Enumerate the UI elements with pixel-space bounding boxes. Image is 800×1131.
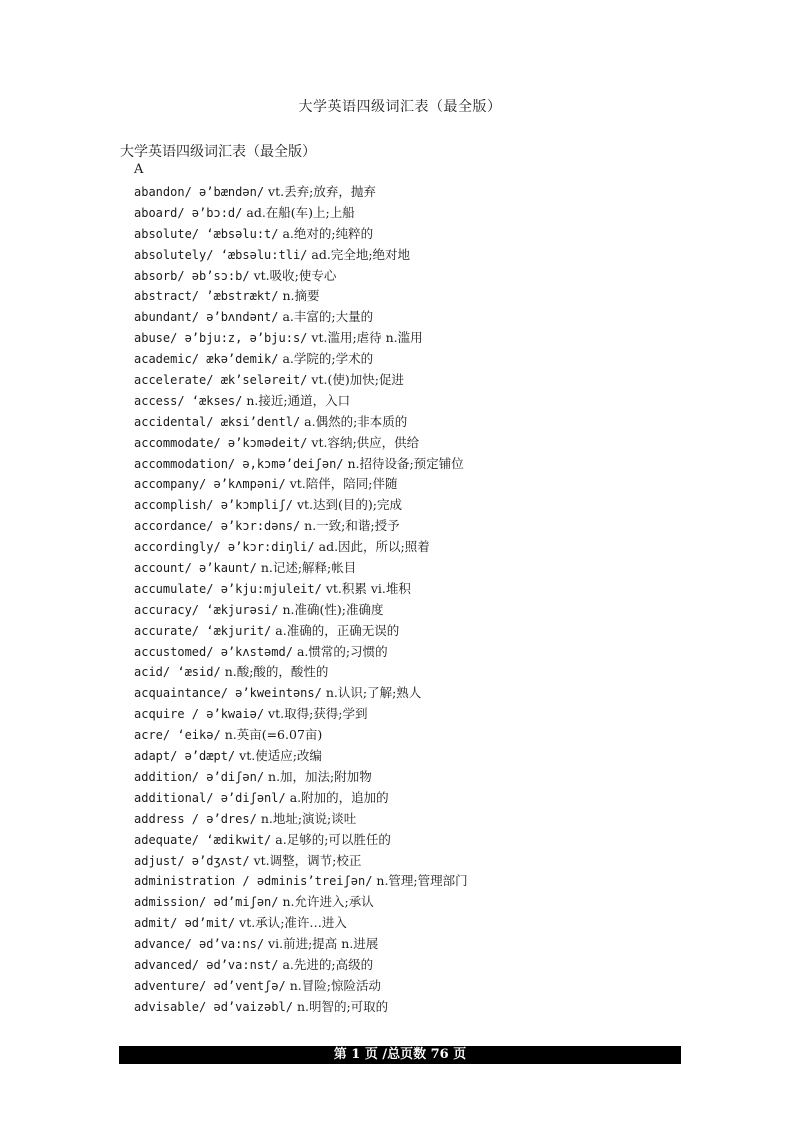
- entry-phonetic: / ədminis’treiʃən/: [242, 874, 373, 889]
- entry-word: abuse: [134, 331, 171, 346]
- entry-phonetic: / ‘æbsəlu:tli/: [206, 247, 308, 262]
- entry-phonetic: / ə’bʌndənt/: [191, 310, 279, 325]
- entry-phonetic: / æksi’dentl/: [206, 414, 301, 429]
- entry-word: academic: [134, 352, 192, 367]
- page-footer: 第 1 页 /总页数 76 页: [119, 1046, 681, 1064]
- vocab-entry: [134, 412, 468, 433]
- vocab-entry: [134, 182, 468, 203]
- vocab-entry: [134, 245, 468, 266]
- entry-phonetic: / ə’diʃən/: [191, 769, 265, 784]
- vocab-entry: [134, 558, 468, 579]
- entry-phonetic: / əd’va:nst/: [191, 957, 279, 972]
- vocab-entry: [134, 516, 468, 537]
- entry-word: abstract: [134, 289, 192, 304]
- entry-word: acquaintance: [134, 686, 221, 701]
- entry-phonetic: / ‘æbsəlu:t/: [191, 226, 279, 241]
- entry-definition: ad.在船(车)上;上船: [246, 204, 355, 220]
- entry-definition: n.一致;和谐;授予: [304, 518, 400, 534]
- entry-word: acquire: [134, 707, 192, 722]
- entry-phonetic: / ‘æsid/: [162, 665, 221, 680]
- vocab-entry: [134, 809, 468, 830]
- entry-definition: n.酸;酸的，酸性的: [224, 664, 329, 680]
- entry-word: accordance: [134, 519, 207, 534]
- entry-definition: a.偶然的;非本质的: [304, 413, 408, 429]
- vocab-entry: [134, 621, 468, 642]
- vocab-entry: [134, 704, 468, 725]
- entry-word: acre: [134, 728, 163, 743]
- entry-word: advisable: [134, 999, 200, 1014]
- entry-definition: n.地址;演说;谈吐: [260, 810, 357, 826]
- vocab-entry: [134, 662, 468, 683]
- entry-phonetic: / ə’bju:z, ə’bju:s/: [170, 331, 308, 346]
- entry-phonetic: / ə’kɔmpliʃ/: [206, 498, 293, 513]
- entry-phonetic: / æk’seləreit/: [206, 373, 308, 388]
- vocab-entry: [134, 955, 468, 976]
- entry-word: accumulate: [134, 581, 207, 596]
- entry-definition: n.接近;通道，入口: [246, 392, 351, 408]
- entry-phonetic: / ə’kɔr:dəns/: [206, 519, 301, 534]
- vocab-entry: [134, 997, 468, 1018]
- vocab-entry: [134, 830, 468, 851]
- vocab-entry: [134, 307, 468, 328]
- entry-phonetic: / ə’dres/: [191, 811, 257, 826]
- vocab-entry: [134, 495, 468, 516]
- vocab-entry: [134, 286, 468, 307]
- entry-definition: n.准确(性);准确度: [282, 601, 384, 617]
- page-title: 大学英语四级词汇表（最全版）: [298, 99, 502, 115]
- entry-definition: a.绝对的;纯粹的: [282, 225, 374, 241]
- vocab-entry: [134, 391, 468, 412]
- entry-definition: vt.容纳;供应，供给: [311, 434, 420, 450]
- entry-phonetic: / ə’kju:mjuleit/: [206, 581, 322, 596]
- entry-definition: a.先进的;高级的: [282, 956, 374, 972]
- vocab-entry: [134, 224, 468, 245]
- entry-definition: n.记述;解释;帐目: [260, 560, 357, 576]
- vocab-entry: [134, 934, 468, 955]
- entry-word: accelerate: [134, 373, 207, 388]
- entry-definition: a.惯常的;习惯的: [296, 643, 388, 659]
- vocab-entry: [134, 767, 468, 788]
- entry-definition: n.加，加法;附加物: [268, 768, 372, 784]
- entry-definition: vt.滥用;虐待 n.滥用: [311, 330, 423, 346]
- entry-definition: a.足够的;可以胜任的: [275, 831, 391, 847]
- vocab-entry: [134, 913, 468, 934]
- entry-word: additional: [134, 790, 207, 805]
- vocab-entry: [134, 642, 468, 663]
- vocab-entry: [134, 600, 468, 621]
- entry-definition: ad.完全地;绝对地: [311, 246, 411, 262]
- entry-word: admit: [134, 916, 171, 931]
- entry-definition: vt.(使)加快;促进: [311, 372, 404, 388]
- entry-definition: a.附加的，追加的: [289, 789, 389, 805]
- vocab-entry: [134, 537, 468, 558]
- entry-phonetic: / ‘ædikwit/: [191, 832, 272, 847]
- entry-word: absorb: [134, 268, 178, 283]
- entry-phonetic: / ’æbstrækt/: [191, 289, 279, 304]
- vocab-entry: [134, 725, 468, 746]
- entry-word: absolutely: [134, 247, 207, 262]
- entry-phonetic: / ‘eikə/: [162, 728, 221, 743]
- entry-word: account: [134, 561, 185, 576]
- entry-definition: n.招待设备;预定铺位: [347, 455, 464, 471]
- vocab-entry: [134, 433, 468, 454]
- entry-phonetic: / əd’vaizəbl/: [199, 999, 293, 1014]
- entry-phonetic: / ə’diʃənl/: [206, 790, 286, 805]
- entry-word: abandon: [134, 185, 185, 199]
- vocab-entry: [134, 474, 468, 495]
- vocab-entry: [134, 851, 468, 872]
- entry-word: accordingly: [134, 540, 214, 555]
- entry-word: abundant: [134, 310, 192, 325]
- entry-word: accustomed: [134, 644, 207, 659]
- entry-phonetic: / ə’kɔmədeit/: [213, 435, 308, 450]
- entry-definition: vi.前进;提高 n.进展: [268, 936, 379, 952]
- entry-definition: vt.承认;准许…进入: [239, 915, 347, 931]
- section-letter: A: [134, 162, 144, 177]
- document-heading: 大学英语四级词汇表（最全版）: [120, 144, 316, 160]
- entry-phonetic: / ‘ækjurəsi/: [191, 602, 279, 617]
- entry-word: addition: [134, 769, 192, 784]
- entry-phonetic: / ə’kweintəns/: [220, 686, 322, 701]
- entry-word: accommodate: [134, 435, 214, 450]
- entry-definition: vt.积累 vi.堆积: [325, 580, 411, 596]
- entry-word: administration: [134, 874, 243, 889]
- vocab-entry: [134, 266, 468, 287]
- vocab-entry: [134, 349, 468, 370]
- entry-phonetic: / ə’bɔ:d/: [177, 205, 243, 220]
- vocab-entry: [134, 328, 468, 349]
- entry-definition: n.明智的;可取的: [296, 998, 389, 1014]
- vocab-entry: [134, 892, 468, 913]
- entry-word: accomplish: [134, 498, 207, 513]
- entry-definition: vt.吸收;使专心: [253, 267, 337, 283]
- entry-definition: n.管理;管理部门: [376, 873, 468, 889]
- entry-word: adventure: [134, 978, 200, 993]
- entry-word: admission: [134, 895, 200, 910]
- entry-phonetic: / əd’ventʃə/: [199, 978, 286, 993]
- entry-word: address: [134, 811, 192, 826]
- entry-word: accommodation: [134, 456, 228, 471]
- entry-definition: n.摘要: [282, 288, 320, 304]
- entry-word: accidental: [134, 414, 207, 429]
- entry-phonetic: / ə’dʒʌst/: [177, 853, 250, 868]
- entry-definition: n.英亩(=6.07亩): [224, 727, 323, 743]
- entry-phonetic: / ə’dæpt/: [170, 749, 236, 764]
- entry-phonetic: / ækə’demik/: [191, 352, 279, 367]
- vocab-entry: [134, 454, 468, 475]
- entry-definition: vt.丢弃;放弃，抛弃: [268, 184, 376, 199]
- entry-word: accompany: [134, 477, 200, 492]
- vocab-entry: [134, 976, 468, 997]
- entry-word: adapt: [134, 749, 171, 764]
- vocab-entry: [134, 370, 468, 391]
- entry-word: advance: [134, 937, 185, 952]
- entry-word: absolute: [134, 226, 192, 241]
- vocabulary-list: [134, 182, 468, 1018]
- entry-word: advanced: [134, 957, 192, 972]
- vocab-entry: [134, 203, 468, 224]
- entry-definition: n.冒险;惊险活动: [289, 977, 381, 993]
- entry-phonetic: / əd’mit/: [170, 916, 236, 931]
- entry-definition: vt.取得;获得;学到: [268, 706, 368, 722]
- entry-phonetic: / əd’miʃən/: [199, 895, 279, 910]
- entry-phonetic: / ə’kʌstəmd/: [206, 644, 293, 659]
- entry-definition: vt.使适应;改编: [239, 748, 322, 764]
- entry-phonetic: / ə’bændən/: [184, 185, 265, 199]
- entry-definition: a.丰富的;大量的: [282, 309, 374, 325]
- entry-definition: ad.因此，所以;照着: [318, 539, 430, 555]
- entry-definition: n.认识;了解;熟人: [325, 685, 422, 701]
- vocab-entry: [134, 579, 468, 600]
- entry-definition: vt.达到(目的);完成: [296, 497, 402, 513]
- entry-word: adjust: [134, 853, 178, 868]
- entry-phonetic: / ə’kaunt/: [184, 561, 257, 576]
- entry-phonetic: / ə’kɔr:diŋli/: [213, 540, 315, 555]
- entry-word: access: [134, 393, 178, 408]
- entry-phonetic: / ‘ækjurit/: [191, 623, 272, 638]
- entry-definition: vt.调整，调节;校正: [253, 852, 362, 868]
- entry-definition: a.学院的;学术的: [282, 351, 374, 367]
- entry-word: accuracy: [134, 602, 192, 617]
- entry-word: acid: [134, 665, 163, 680]
- entry-phonetic: / ə’kʌmpəni/: [199, 477, 286, 492]
- vocab-entry: [134, 788, 468, 809]
- entry-phonetic: / əb’sɔ:b/: [177, 268, 250, 283]
- entry-phonetic: / əd’va:ns/: [184, 937, 265, 952]
- vocab-entry: [134, 871, 468, 892]
- entry-word: adequate: [134, 832, 192, 847]
- vocab-entry: [134, 683, 468, 704]
- entry-phonetic: / ‘ækses/: [177, 393, 243, 408]
- entry-phonetic: / ə’kwaiə/: [191, 707, 265, 722]
- entry-definition: n.允许进入;承认: [282, 894, 374, 910]
- entry-definition: vt.陪伴，陪同;伴随: [289, 476, 398, 492]
- entry-word: accurate: [134, 623, 192, 638]
- entry-word: aboard: [134, 205, 178, 220]
- entry-phonetic: / ə,kɔmə’deiʃən/: [227, 456, 344, 471]
- entry-definition: a.准确的，正确无误的: [275, 622, 400, 638]
- vocab-entry: [134, 746, 468, 767]
